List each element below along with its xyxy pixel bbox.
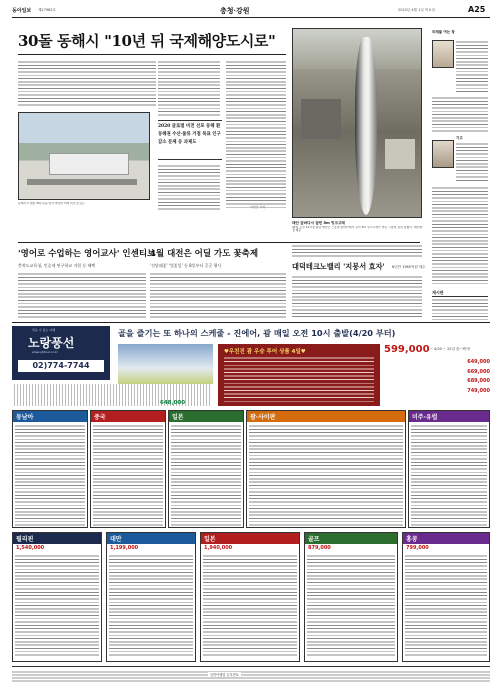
ad-col-4 (246, 410, 406, 528)
ad-price-3: 689,000 (467, 378, 490, 384)
ad-grid-5-price: 799,000 (406, 545, 429, 551)
ad-grid-3-price: 1,940,000 (204, 545, 233, 551)
ad-price-4: 749,000 (467, 387, 490, 394)
daejeon-headline: 4월 대전은 어딜 가도 꽃축제 (150, 249, 259, 259)
ad-red-title: ♥우친진 괌 우승 투어 상품 4일♥ (224, 349, 306, 355)
ad-divider (12, 322, 490, 323)
columnist2-photo (432, 140, 454, 168)
ad-col-5 (408, 410, 490, 528)
ad-price-note: ~ 4/20 ~ 22일 출~팩가! (430, 347, 471, 351)
lead-photo-caption: 동해시가 개청 30주년을 맞아 마련한 미래 비전 조감도 (18, 202, 85, 205)
technopark-sub: 6년만 1965억원 세수 (392, 265, 426, 269)
ad-col-2-body (93, 424, 163, 528)
ad-col-2-title: 중국 (91, 411, 165, 422)
ad-price-main: 599,000 (384, 344, 430, 355)
ad-grid-5-body (405, 554, 487, 658)
header-rule (12, 17, 490, 18)
photo-people (301, 99, 341, 139)
ad-col-3-body (171, 424, 241, 528)
daejeon-sub: '진달래꽃' '벚꽃잎' 등 8일부터 곳곳 행사 (150, 263, 222, 268)
technopark-headline: 대덕테크노밸리 '지붕서 효자' (292, 262, 385, 271)
lead-body-col3 (226, 60, 286, 210)
ad-red-lines (224, 356, 374, 402)
columnist2-label: 기고 (456, 136, 463, 140)
ad-col-4-body (249, 424, 403, 528)
ad-grid-1-title: 필리핀 (13, 533, 101, 544)
ad-price-1: 649,000 (467, 359, 490, 365)
whale-caption-body: 31일 오전 11시경 충남 태안군 근흥면 앞바다에서 길이 5m 밍크고래가 어민 그물에 걸려 잡혔다. 태안해경 제공 (292, 226, 422, 233)
columnist-title: 미래를 여는 창 (432, 30, 455, 34)
lead-rule (18, 54, 286, 55)
technopark-body (292, 275, 422, 318)
lead-deck (158, 120, 222, 160)
english-sub: 충북도교육청, 인증제 연구학교 지원 등 혜택 (18, 263, 96, 268)
row2-rule (18, 242, 420, 243)
ad-grid-5-title: 홍콩 (403, 533, 489, 544)
ad-grid-2-body (109, 554, 193, 658)
ad-green-price: 648,000 (160, 400, 186, 406)
ad-grid (12, 532, 490, 662)
lead-byline: 이인모 기자 (250, 205, 266, 209)
whale-caption-title: 태안 앞바다서 잡힌 5m 밍크고래 (292, 221, 345, 225)
ad-tagline: 믿을 수 있는 여행 (32, 328, 56, 332)
ad-grid-2-price: 1,199,000 (110, 545, 139, 551)
page-number: A25 (468, 5, 486, 14)
ad-col-5-title: 미주·유럽 (409, 411, 489, 422)
whale-body (355, 37, 377, 215)
ad-grid-1 (12, 532, 102, 662)
lead-deck-text: 2020 글로벌 비전 선포 동해 환동해권 수산·물류 거점 목표 인구 감소 문제 등 과제도 (158, 124, 221, 145)
photo-dock (27, 179, 137, 185)
lead-body-intro (18, 60, 156, 106)
ad-grid-3-title: 일본 (201, 533, 299, 544)
ad-grid-5 (402, 532, 490, 662)
ad-grid-4-title: 골프 (305, 533, 397, 544)
ad-grid-4-body (307, 554, 395, 658)
ad-col-5-body (411, 424, 487, 528)
columnist-body1 (456, 40, 488, 92)
ad-col-1 (12, 410, 88, 528)
photo-boat (385, 139, 415, 169)
technopark-intro (292, 244, 422, 258)
ad-headline: 골을 즐기는 또 하나의 스케줄 - 진에어, 괌 매일 오전 10시 출발(4/20 부터) (118, 328, 396, 338)
ad-grid-1-price: 1,540,000 (16, 545, 45, 551)
ad-columns (12, 410, 490, 528)
issue-date: 2010년 4월 1일 목요일 (398, 8, 435, 12)
ad-price-2: 669,000 (467, 368, 490, 375)
ad-price-list (384, 358, 490, 406)
ad-col-3 (168, 410, 244, 528)
ad-grid-3 (200, 532, 300, 662)
columnist-photo (432, 40, 454, 68)
ad-col-3-title: 일본 (169, 411, 243, 422)
ad-grid-2 (106, 532, 196, 662)
masthead: 동아일보 (12, 8, 32, 14)
ad-image (118, 344, 213, 384)
ad-url: www.ybtour.co.kr (32, 350, 58, 354)
ad-col-2 (90, 410, 166, 528)
ad-grid-4-price: 879,000 (308, 545, 331, 551)
lead-headline: 30돌 동해시 "10년 뒤 국제해양도시로" (18, 32, 276, 50)
issue-number: 제27962호 (38, 8, 56, 12)
daejeon-body (150, 272, 286, 318)
english-headline: '영어로 수업하는 영어교사' 인센티브 (18, 249, 156, 259)
whale-photo (292, 28, 422, 218)
columnist-body2 (432, 96, 488, 132)
columnist2-body2 (432, 186, 488, 286)
lead-body-col1b (158, 60, 220, 116)
photo-building (49, 153, 129, 175)
ad-grid-1-body (15, 554, 99, 658)
english-body (18, 272, 146, 318)
ad-col-1-title: 동남아 (13, 411, 87, 422)
ad-footer (12, 666, 490, 684)
lead-photo (18, 112, 150, 200)
ad-grid-2-title: 대만 (107, 533, 195, 544)
ad-phone: 02)774-7744 (18, 360, 104, 372)
ad-logo-block (12, 326, 110, 380)
sidebar-title: 게시판 (432, 290, 488, 297)
columnist2-body1 (456, 142, 488, 182)
ad-col-4-title: 괌·사이판 (247, 411, 405, 422)
lead-body-col2 (158, 164, 220, 210)
ad-grid-4 (304, 532, 398, 662)
ad-brand: 노랑풍선 (28, 336, 75, 350)
ad-footer-text: 일반여행업 등록번호 (210, 673, 239, 677)
sidebar-body (432, 298, 488, 320)
ad-col-1-body (15, 424, 85, 528)
ad-footer-lines (12, 670, 490, 682)
ad-red-box (218, 344, 380, 406)
section-title: 충청·강원 (220, 6, 250, 15)
ad-grid-3-body (203, 554, 297, 658)
